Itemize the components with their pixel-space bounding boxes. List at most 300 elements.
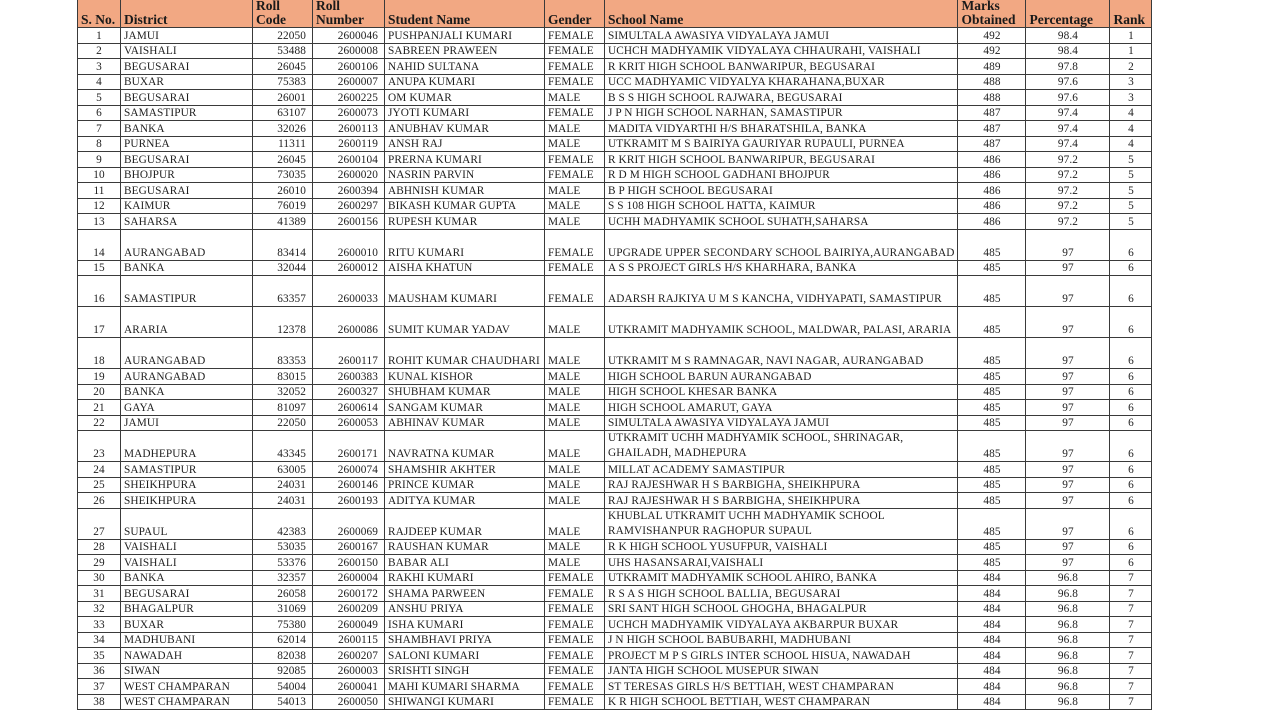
cell-district: ARARIA [121,307,253,338]
cell-school-name: SIMULTALA AWASIYA VIDYALAYA JAMUI [605,28,958,44]
cell-rank: 7 [1110,663,1152,679]
cell-gender: MALE [545,214,605,230]
table-row [78,570,1152,586]
cell-percentage: 97.2 [1026,214,1110,230]
cell-school-name: S S 108 HIGH SCHOOL HATTA, KAIMUR [605,198,958,214]
table-row [78,105,1152,121]
table-row [78,90,1152,106]
cell-student-name: SHAMSHIR AKHTER [385,462,545,478]
cell-marks: 484 [958,632,1026,648]
cell-district: BHAGALPUR [121,601,253,617]
table-row [78,152,1152,168]
cell-gender: MALE [545,198,605,214]
cell-gender: FEMALE [545,74,605,90]
cell-percentage: 97 [1026,477,1110,493]
cell-marks: 485 [958,400,1026,416]
table-row [78,586,1152,602]
cell-percentage: 97.4 [1026,105,1110,121]
cell-roll-code: 83015 [253,369,313,385]
cell-sno: 13 [78,214,121,230]
table-row [78,632,1152,648]
cell-rank: 7 [1110,617,1152,633]
cell-marks: 486 [958,183,1026,199]
cell-school-name: UCHH MADHYAMIK SCHOOL SUHATH,SAHARSA [605,214,958,230]
cell-percentage: 97 [1026,307,1110,338]
table-row [78,694,1152,710]
cell-gender: MALE [545,307,605,338]
cell-gender: FEMALE [545,648,605,664]
cell-roll-code: 63357 [253,276,313,307]
cell-percentage: 96.8 [1026,632,1110,648]
cell-rank: 6 [1110,431,1152,462]
cell-roll-code: 22050 [253,28,313,44]
cell-percentage: 97 [1026,493,1110,509]
header-district: District [121,0,253,28]
cell-marks: 486 [958,198,1026,214]
cell-percentage: 97.4 [1026,136,1110,152]
cell-sno: 17 [78,307,121,338]
cell-marks: 485 [958,508,1026,539]
table-row [78,43,1152,59]
table-row [78,508,1152,539]
cell-roll-number: 2600046 [313,28,385,44]
cell-roll-code: 32052 [253,384,313,400]
cell-sno: 10 [78,167,121,183]
cell-marks: 484 [958,601,1026,617]
cell-district: SAMASTIPUR [121,276,253,307]
results-sheet [77,0,1152,710]
cell-rank: 5 [1110,214,1152,230]
cell-marks: 485 [958,493,1026,509]
cell-sno: 18 [78,338,121,369]
cell-sno: 29 [78,555,121,571]
cell-percentage: 96.8 [1026,570,1110,586]
cell-sno: 27 [78,508,121,539]
cell-sno: 14 [78,229,121,260]
cell-school-name: KHUBLAL UTKRAMIT UCHH MADHYAMIK SCHOOL RAMVISHANPUR RAGHOPUR SUPAUL [605,508,958,539]
cell-marks: 485 [958,276,1026,307]
cell-sno: 11 [78,183,121,199]
table-row [78,415,1152,431]
cell-sno: 3 [78,59,121,75]
header-rank: Rank [1110,0,1152,28]
cell-student-name: NAVRATNA KUMAR [385,431,545,462]
cell-roll-number: 2600050 [313,694,385,710]
cell-roll-code: 76019 [253,198,313,214]
cell-sno: 26 [78,493,121,509]
header-gender: Gender [545,0,605,28]
cell-student-name: SHUBHAM KUMAR [385,384,545,400]
cell-sno: 30 [78,570,121,586]
cell-roll-number: 2600225 [313,90,385,106]
cell-roll-code: 73035 [253,167,313,183]
cell-district: BEGUSARAI [121,183,253,199]
cell-gender: FEMALE [545,167,605,183]
cell-school-name: SRI SANT HIGH SCHOOL GHOGHA, BHAGALPUR [605,601,958,617]
table-row [78,338,1152,369]
header-marks-obtained [958,0,1026,28]
cell-student-name: ANSH RAJ [385,136,545,152]
cell-school-name: J P N HIGH SCHOOL NARHAN, SAMASTIPUR [605,105,958,121]
cell-rank: 5 [1110,152,1152,168]
cell-rank: 6 [1110,384,1152,400]
cell-district: BEGUSARAI [121,586,253,602]
cell-school-name: MADITA VIDYARTHI H/S BHARATSHILA, BANKA [605,121,958,137]
cell-roll-number: 2600119 [313,136,385,152]
cell-roll-number: 2600172 [313,586,385,602]
cell-school-name: JANTA HIGH SCHOOL MUSEPUR SIWAN [605,663,958,679]
cell-roll-code: 92085 [253,663,313,679]
header-roll-number-line2: Number [316,12,364,27]
cell-student-name: ROHIT KUMAR CHAUDHARI [385,338,545,369]
cell-gender: MALE [545,539,605,555]
cell-school-name: HIGH SCHOOL BARUN AURANGABAD [605,369,958,385]
table-row [78,369,1152,385]
cell-marks: 484 [958,663,1026,679]
cell-roll-number: 2600086 [313,307,385,338]
cell-percentage: 97.2 [1026,152,1110,168]
cell-school-name: RAJ RAJESHWAR H S BARBIGHA, SHEIKHPURA [605,493,958,509]
cell-roll-number: 2600020 [313,167,385,183]
cell-rank: 7 [1110,601,1152,617]
cell-roll-code: 83414 [253,229,313,260]
cell-gender: MALE [545,555,605,571]
cell-student-name: SABREEN PRAWEEN [385,43,545,59]
cell-district: JAMUI [121,28,253,44]
cell-district: VAISHALI [121,555,253,571]
cell-rank: 5 [1110,198,1152,214]
cell-roll-number: 2600150 [313,555,385,571]
cell-rank: 6 [1110,462,1152,478]
cell-gender: MALE [545,431,605,462]
cell-marks: 485 [958,369,1026,385]
cell-school-name: UTKRAMIT UCHH MADHYAMIK SCHOOL, SHRINAGAR, GHAILADH, MADHEPURA [605,431,958,462]
cell-gender: FEMALE [545,601,605,617]
cell-sno: 9 [78,152,121,168]
cell-roll-number: 2600327 [313,384,385,400]
cell-sno: 16 [78,276,121,307]
cell-roll-code: 75383 [253,74,313,90]
cell-marks: 485 [958,539,1026,555]
cell-percentage: 97 [1026,260,1110,276]
cell-roll-code: 31069 [253,601,313,617]
cell-percentage: 97.4 [1026,121,1110,137]
cell-roll-code: 32026 [253,121,313,137]
cell-district: GAYA [121,400,253,416]
cell-roll-number: 2600146 [313,477,385,493]
cell-school-name: UTKRAMIT M S RAMNAGAR, NAVI NAGAR, AURANGABAD [605,338,958,369]
cell-rank: 6 [1110,369,1152,385]
cell-roll-code: 32044 [253,260,313,276]
cell-percentage: 98.4 [1026,28,1110,44]
cell-district: BANKA [121,121,253,137]
cell-gender: FEMALE [545,617,605,633]
cell-district: BANKA [121,384,253,400]
cell-gender: MALE [545,415,605,431]
cell-rank: 6 [1110,260,1152,276]
cell-gender: FEMALE [545,43,605,59]
cell-gender: MALE [545,121,605,137]
cell-roll-code: 24031 [253,477,313,493]
cell-gender: MALE [545,477,605,493]
cell-roll-number: 2600156 [313,214,385,230]
cell-rank: 4 [1110,136,1152,152]
cell-roll-code: 41389 [253,214,313,230]
cell-rank: 7 [1110,679,1152,695]
cell-marks: 485 [958,415,1026,431]
header-school-name: School Name [605,0,958,28]
table-row [78,28,1152,44]
cell-roll-code: 54004 [253,679,313,695]
cell-roll-number: 2600073 [313,105,385,121]
cell-rank: 6 [1110,276,1152,307]
cell-student-name: SALONI KUMARI [385,648,545,664]
cell-rank: 5 [1110,167,1152,183]
cell-percentage: 96.8 [1026,648,1110,664]
header-roll-code [253,0,313,28]
cell-sno: 28 [78,539,121,555]
cell-student-name: MAUSHAM KUMARI [385,276,545,307]
table-row [78,260,1152,276]
table-row [78,307,1152,338]
cell-percentage: 97.2 [1026,167,1110,183]
cell-rank: 7 [1110,648,1152,664]
cell-gender: FEMALE [545,570,605,586]
table-row [78,648,1152,664]
cell-marks: 488 [958,90,1026,106]
cell-rank: 3 [1110,74,1152,90]
cell-school-name: R D M HIGH SCHOOL GADHANI BHOJPUR [605,167,958,183]
header-roll-number [313,0,385,28]
header-marks-line1: Marks [961,0,1000,13]
cell-roll-number: 2600053 [313,415,385,431]
cell-district: AURANGABAD [121,369,253,385]
cell-school-name: K R HIGH SCHOOL BETTIAH, WEST CHAMPARAN [605,694,958,710]
cell-gender: FEMALE [545,679,605,695]
cell-gender: FEMALE [545,260,605,276]
cell-sno: 32 [78,601,121,617]
cell-student-name: SHAMBHAVI PRIYA [385,632,545,648]
table-header-row [78,0,1152,28]
header-roll-code-line1: Roll [256,0,281,13]
cell-district: SIWAN [121,663,253,679]
cell-roll-code: 83353 [253,338,313,369]
cell-sno: 35 [78,648,121,664]
cell-rank: 5 [1110,183,1152,199]
cell-school-name: HIGH SCHOOL KHESAR BANKA [605,384,958,400]
cell-district: BEGUSARAI [121,59,253,75]
cell-district: AURANGABAD [121,338,253,369]
cell-roll-number: 2600012 [313,260,385,276]
cell-sno: 6 [78,105,121,121]
cell-sno: 33 [78,617,121,633]
cell-roll-code: 42383 [253,508,313,539]
cell-district: BEGUSARAI [121,152,253,168]
cell-marks: 487 [958,121,1026,137]
cell-school-name: R KRIT HIGH SCHOOL BANWARIPUR, BEGUSARAI [605,59,958,75]
cell-roll-code: 54013 [253,694,313,710]
cell-district: BEGUSARAI [121,90,253,106]
cell-sno: 12 [78,198,121,214]
cell-sno: 36 [78,663,121,679]
cell-school-name: ADARSH RAJKIYA U M S KANCHA, VIDHYAPATI, SAMASTIPUR [605,276,958,307]
cell-percentage: 97 [1026,462,1110,478]
cell-roll-code: 81097 [253,400,313,416]
table-row [78,617,1152,633]
cell-percentage: 96.8 [1026,694,1110,710]
cell-marks: 487 [958,105,1026,121]
cell-gender: MALE [545,136,605,152]
table-row [78,679,1152,695]
cell-rank: 6 [1110,415,1152,431]
cell-percentage: 96.8 [1026,601,1110,617]
cell-roll-code: 24031 [253,493,313,509]
cell-roll-number: 2600297 [313,198,385,214]
cell-percentage: 97 [1026,555,1110,571]
cell-student-name: ANUPA KUMARI [385,74,545,90]
cell-rank: 2 [1110,59,1152,75]
cell-student-name: RAKHI KUMARI [385,570,545,586]
cell-student-name: ABHNISH KUMAR [385,183,545,199]
cell-gender: FEMALE [545,694,605,710]
cell-student-name: ANUBHAV KUMAR [385,121,545,137]
cell-percentage: 97 [1026,229,1110,260]
cell-roll-code: 11311 [253,136,313,152]
cell-roll-number: 2600614 [313,400,385,416]
cell-marks: 485 [958,462,1026,478]
cell-school-name: UTKRAMIT M S BAIRIYA GAURIYAR RUPAULI, PURNEA [605,136,958,152]
cell-student-name: RAUSHAN KUMAR [385,539,545,555]
cell-district: WEST CHAMPARAN [121,679,253,695]
cell-school-name: A S S PROJECT GIRLS H/S KHARHARA, BANKA [605,260,958,276]
cell-school-name: MILLAT ACADEMY SAMASTIPUR [605,462,958,478]
cell-district: SAMASTIPUR [121,462,253,478]
cell-sno: 23 [78,431,121,462]
cell-gender: MALE [545,384,605,400]
cell-rank: 6 [1110,229,1152,260]
header-roll-code-line2: Code [256,12,286,27]
cell-district: VAISHALI [121,43,253,59]
header-roll-number-line1: Roll [316,0,341,13]
cell-student-name: PRINCE KUMAR [385,477,545,493]
table-row [78,198,1152,214]
cell-gender: FEMALE [545,152,605,168]
cell-student-name: SRISHTI SINGH [385,663,545,679]
cell-roll-number: 2600041 [313,679,385,695]
cell-roll-number: 2600209 [313,601,385,617]
cell-rank: 1 [1110,28,1152,44]
cell-rank: 7 [1110,570,1152,586]
cell-roll-code: 53376 [253,555,313,571]
toppers-table [77,0,1152,710]
table-row [78,601,1152,617]
cell-marks: 485 [958,555,1026,571]
cell-percentage: 97 [1026,400,1110,416]
table-row [78,136,1152,152]
cell-percentage: 98.4 [1026,43,1110,59]
cell-sno: 5 [78,90,121,106]
cell-student-name: RITU KUMARI [385,229,545,260]
table-row [78,121,1152,137]
cell-student-name: NASRIN PARVIN [385,167,545,183]
cell-roll-number: 2600113 [313,121,385,137]
cell-roll-number: 2600106 [313,59,385,75]
cell-marks: 488 [958,74,1026,90]
cell-sno: 2 [78,43,121,59]
cell-school-name: UCHCH MADHYAMIK VIDYALAYA AKBARPUR BUXAR [605,617,958,633]
cell-gender: MALE [545,183,605,199]
cell-rank: 1 [1110,43,1152,59]
cell-marks: 485 [958,307,1026,338]
cell-sno: 34 [78,632,121,648]
cell-sno: 4 [78,74,121,90]
table-row [78,663,1152,679]
cell-percentage: 97.6 [1026,74,1110,90]
cell-sno: 31 [78,586,121,602]
cell-roll-code: 43345 [253,431,313,462]
cell-student-name: NAHID SULTANA [385,59,545,75]
cell-roll-code: 75380 [253,617,313,633]
cell-rank: 6 [1110,555,1152,571]
cell-percentage: 97.8 [1026,59,1110,75]
cell-roll-number: 2600394 [313,183,385,199]
cell-percentage: 97 [1026,369,1110,385]
cell-gender: MALE [545,369,605,385]
cell-student-name: KUNAL KISHOR [385,369,545,385]
cell-percentage: 97.2 [1026,183,1110,199]
cell-student-name: PRERNA KUMARI [385,152,545,168]
cell-roll-number: 2600007 [313,74,385,90]
cell-roll-number: 2600049 [313,617,385,633]
cell-sno: 21 [78,400,121,416]
cell-school-name: PROJECT M P S GIRLS INTER SCHOOL HISUA, NAWADAH [605,648,958,664]
cell-marks: 485 [958,477,1026,493]
cell-school-name: J N HIGH SCHOOL BABUBARHI, MADHUBANI [605,632,958,648]
cell-rank: 6 [1110,477,1152,493]
cell-district: SAHARSA [121,214,253,230]
cell-sno: 20 [78,384,121,400]
cell-marks: 486 [958,167,1026,183]
cell-percentage: 97 [1026,508,1110,539]
cell-student-name: BABAR ALI [385,555,545,571]
table-row [78,431,1152,462]
cell-percentage: 97 [1026,338,1110,369]
cell-percentage: 96.8 [1026,617,1110,633]
cell-district: BANKA [121,570,253,586]
cell-school-name: SIMULTALA AWASIYA VIDYALAYA JAMUI [605,415,958,431]
table-row [78,555,1152,571]
cell-student-name: AISHA KHATUN [385,260,545,276]
cell-marks: 484 [958,570,1026,586]
cell-gender: FEMALE [545,586,605,602]
cell-school-name: B P HIGH SCHOOL BEGUSARAI [605,183,958,199]
cell-school-name: UCHCH MADHYAMIK VIDYALAYA CHHAURAHI, VAISHALI [605,43,958,59]
table-body [78,28,1152,710]
cell-student-name: ANSHU PRIYA [385,601,545,617]
cell-district: WEST CHAMPARAN [121,694,253,710]
cell-student-name: JYOTI KUMARI [385,105,545,121]
cell-marks: 484 [958,617,1026,633]
cell-marks: 487 [958,136,1026,152]
cell-gender: MALE [545,90,605,106]
cell-school-name: RAJ RAJESHWAR H S BARBIGHA, SHEIKHPURA [605,477,958,493]
cell-roll-number: 2600069 [313,508,385,539]
cell-gender: FEMALE [545,663,605,679]
cell-school-name: UCC MADHYAMIC VIDYALYA KHARAHANA,BUXAR [605,74,958,90]
cell-gender: FEMALE [545,105,605,121]
cell-sno: 38 [78,694,121,710]
table-row [78,167,1152,183]
